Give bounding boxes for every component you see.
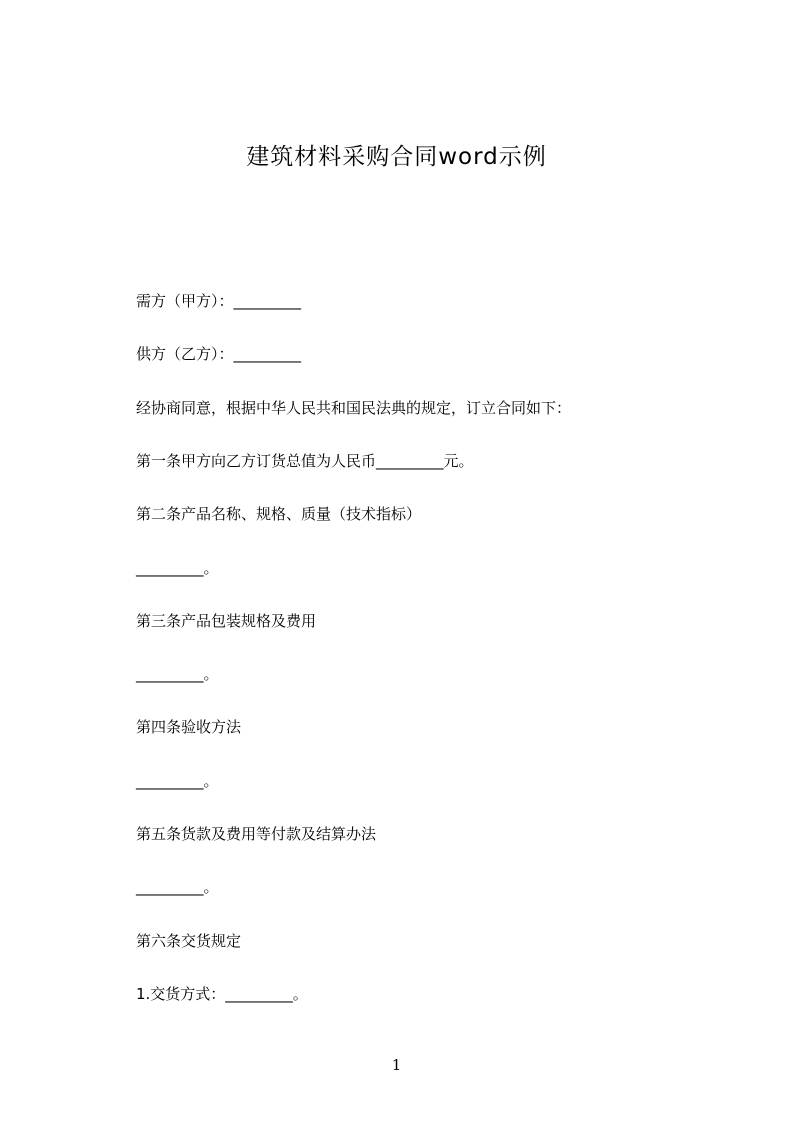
article-2-blank: _________。: [136, 559, 219, 577]
article-5-heading: 第五条货款及费用等付款及结算办法: [136, 825, 377, 843]
article-2-heading: 第二条产品名称、规格、质量（技术指标）: [136, 505, 422, 523]
article-4-heading: 第四条验收方法: [136, 718, 242, 736]
preamble-line: 经协商同意，根据中华人民共和国民法典的规定，订立合同如下：: [136, 399, 572, 417]
supplier-line: 供方（乙方）：_________: [136, 345, 302, 363]
article-3-heading: 第三条产品包装规格及费用: [136, 612, 317, 630]
article-6-heading: 第六条交货规定: [136, 932, 242, 950]
buyer-line: 需方（甲方）：_________: [136, 292, 302, 310]
delivery-method-line: 1.交货方式：_________。: [136, 985, 308, 1003]
article-3-blank: _________。: [136, 665, 219, 683]
page-number: 1: [391, 1056, 402, 1074]
article-5-blank: _________。: [136, 878, 219, 896]
article-4-blank: _________。: [136, 772, 219, 790]
article-1: 第一条甲方向乙方订货总值为人民币_________元。: [136, 452, 474, 470]
document-title: 建筑材料采购合同word示例: [246, 144, 547, 170]
